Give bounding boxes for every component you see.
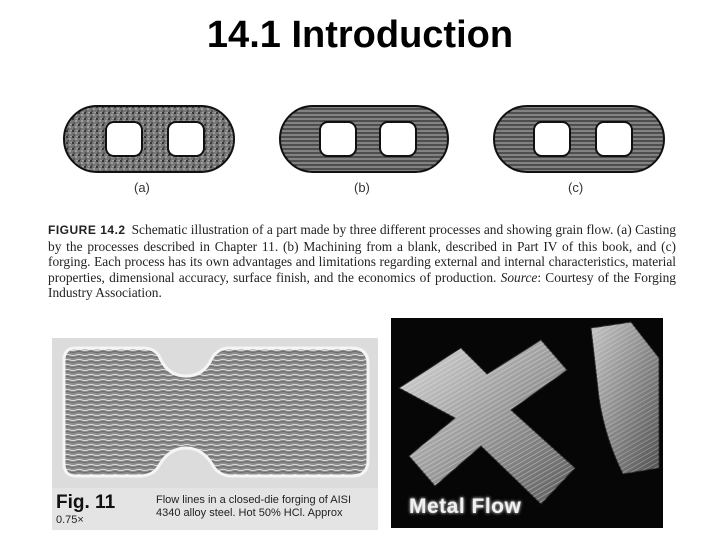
forging-photo-image [52, 338, 378, 488]
figure-14-2-caption [48, 222, 676, 301]
sublabel-b: (b) [354, 180, 370, 195]
metal-flow-photo [391, 318, 663, 528]
schematic-part-c [494, 106, 664, 195]
fig-11-scale: 0.75× [56, 514, 84, 526]
fig-11-text: Flow lines in a closed-die forging of AISI 4340 alloy steel. Hot 50% HCl. Approx [156, 494, 352, 519]
figure-label: FIGURE 14.2 [48, 223, 126, 237]
source-label: Source [500, 269, 538, 285]
sublabel-a: (a) [134, 180, 150, 195]
schematic-parts-svg [48, 100, 680, 200]
forging-flow-lines-photo [52, 338, 378, 530]
slide-title: 14.1 Introduction [206, 14, 514, 56]
caption-text: Schematic illustration of a part made by three different processes and showing grain flow. (a) Casting by the processes described in Chapter 11. (b) Machining from a blank, described in Part IV of this book, and (c) forging. Each process has its own advantages and limitations regarding external and internal characteristics, material properties, dimensional accuracy, surface finish, and the economics of production. [48, 222, 676, 285]
schematic-part-b [280, 106, 448, 195]
figure-14-2-schematics [48, 100, 680, 200]
sublabel-c: (c) [568, 180, 584, 195]
fig-11-caption [52, 488, 378, 530]
schematic-part-a [64, 106, 234, 195]
fig-11-label: Fig. 11 [56, 492, 116, 513]
source-text: : Courtesy of the Forging Industry Association. [48, 269, 676, 301]
metal-flow-label: Metal Flow [409, 495, 522, 518]
